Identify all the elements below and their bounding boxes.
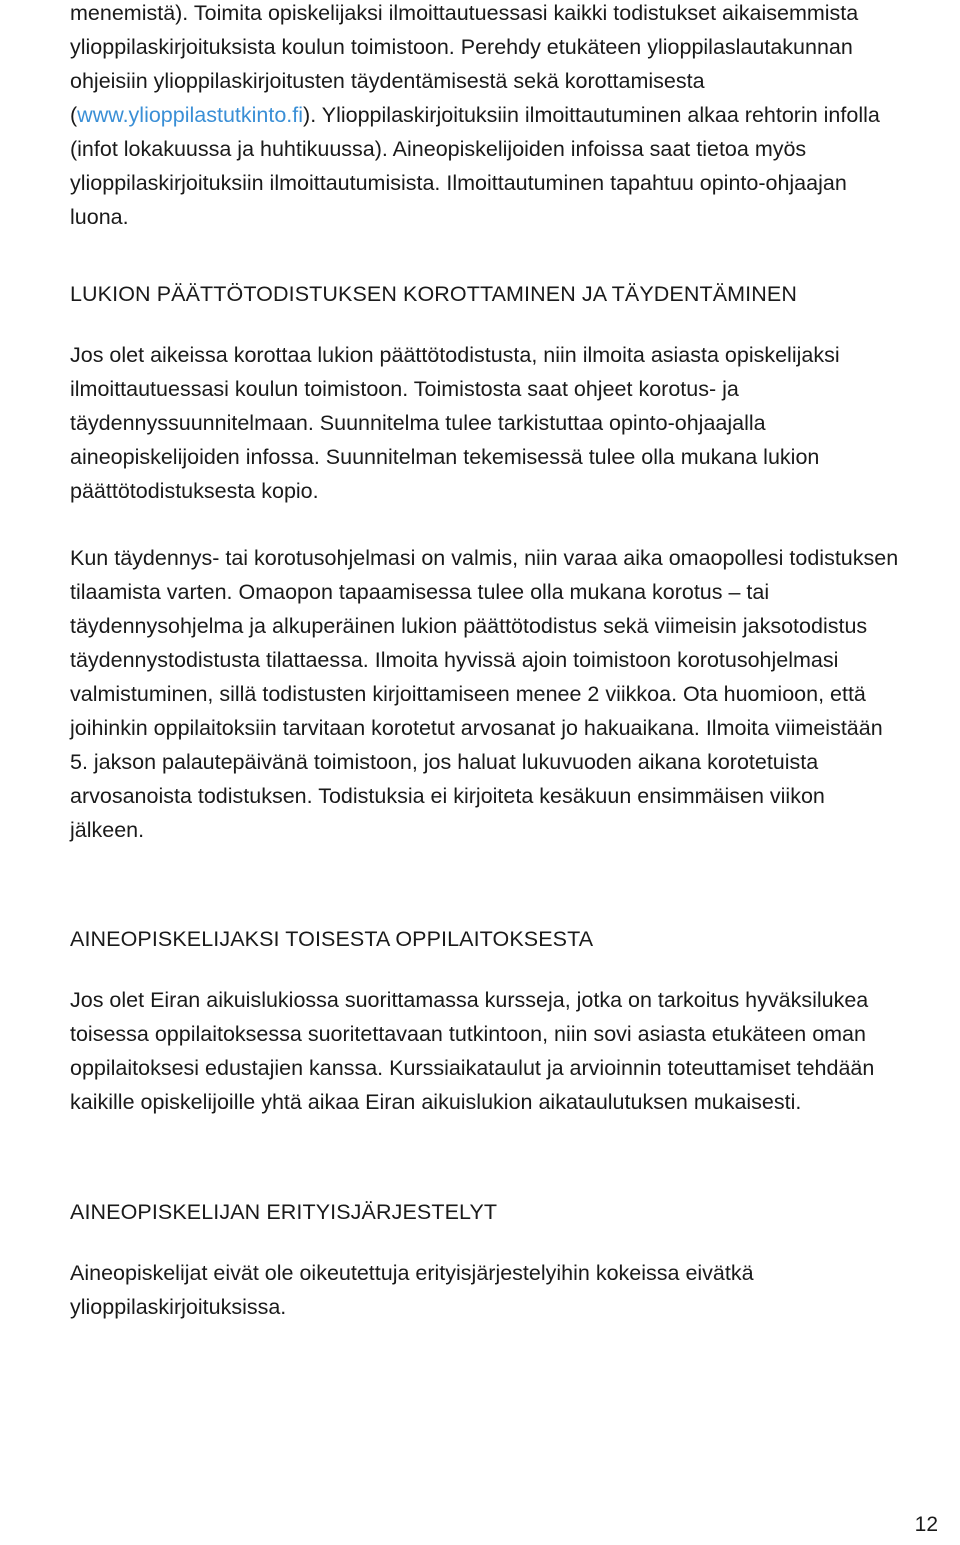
- section-heading-erityisjarjestelyt: AINEOPISKELIJAN ERITYISJÄRJESTELYT: [70, 1200, 498, 1224]
- section-heading-korottaminen: LUKION PÄÄTTÖTODISTUKSEN KOROTTAMINEN JA TÄYDENTÄMINEN: [70, 282, 797, 306]
- intro-paragraph: [70, 0, 900, 234]
- section-heading-toisesta-oppilaitoksesta: AINEOPISKELIJAKSI TOISESTA OPPILAITOKSESTA: [70, 927, 594, 951]
- section1-paragraph-2: Kun täydennys- tai korotusohjelmasi on valmis, niin varaa aika omaopollesi todistuksen tilaamista varten. Omaopon tapaamisessa tulee olla mukana korotus – tai täydennysohjelma ja alkuperäinen lukion päättötodistus sekä viimeisin jaksotodistus täydennystodistusta tilattaessa. Ilmoita hyvissä ajoin toimistoon korotusohjelmasi valmistuminen, sillä todistusten kirjoittamiseen menee 2 viikkoa. Ota huomioon, että joihinkin oppilaitoksiin tarvitaan korotetut arvosanat jo hakuaikana. Ilmoita viimeistään 5. jakson palautepäivänä toimistoon, jos haluat lukuvuoden aikana korotetuista arvosanoista todistuksen. Todistuksia ei kirjoiteta kesäkuun ensimmäisen viikon jälkeen.: [70, 546, 899, 842]
- section2-paragraph-1: Jos olet Eiran aikuislukiossa suorittamassa kursseja, jotka on tarkoitus hyväksilukea toisessa oppilaitoksessa suoritettavaan tutkintoon, niin sovi asiasta etukäteen oman oppilaitoksesi edustajien kanssa. Kurssiaikataulut ja arvioinnin toteuttamiset tehdään kaikille opiskelijoille yhtä aikaa Eiran aikuislukion aikataulutuksen mukaisesti.: [70, 988, 875, 1114]
- section3-paragraph-1: Aineopiskelijat eivät ole oikeutettuja erityisjärjestelyihin kokeissa eivätkä ylioppilaskirjoituksissa.: [70, 1261, 754, 1319]
- ylioppilastutkinto-link[interactable]: www.ylioppilastutkinto.fi: [77, 103, 304, 127]
- page-number: 12: [914, 1513, 938, 1536]
- intro-text-after-link: ). Ylioppilaskirjoituksiin ilmoittautuminen alkaa rehtorin infolla (infot lokakuussa ja huhtikuussa). Aineopiskelijoiden infoissa saat tietoa myös ylioppilaskirjoituksiin ilmoittautumisista. Ilmoittautuminen tapahtuu opinto-ohjaajan luona.: [70, 103, 880, 229]
- section1-paragraph-1: Jos olet aikeissa korottaa lukion päättötodistusta, niin ilmoita asiasta opiskelijaksi ilmoittautuessasi koulun toimistoon. Toimistosta saat ohjeet korotus- ja täydennyssuunnitelmaan. Suunnitelma tulee tarkistuttaa opinto-ohjaajalla aineopiskelijoiden infossa. Suunnitelman tekemisessä tulee olla mukana lukion päättötodistuksesta kopio.: [70, 343, 840, 503]
- intro-text-before-link: menemistä). Toimita opiskelijaksi ilmoittautuessasi kaikki todistukset aikaisemmista ylioppilaskirjoituksista koulun toimistoon. Perehdy etukäteen ylioppilaslautakunnan ohjeisiin ylioppilaskirjoitusten täydentämisestä sekä korottamisesta (: [70, 1, 859, 127]
